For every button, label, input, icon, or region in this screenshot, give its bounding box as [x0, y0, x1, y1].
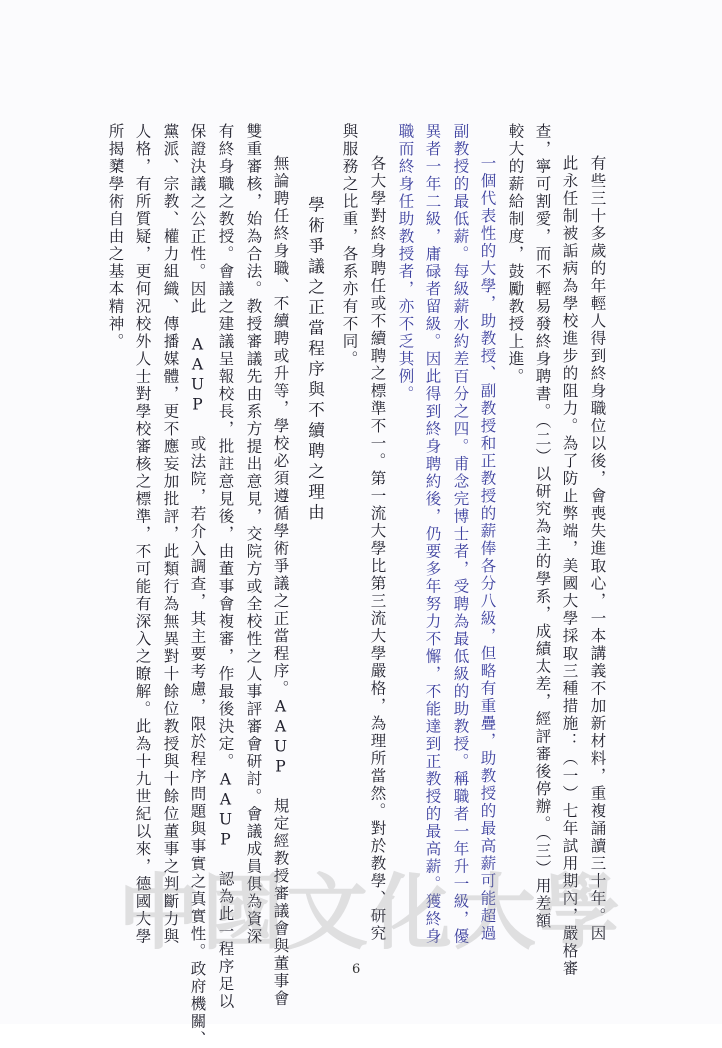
text-column-1: 有些三十多歲的年輕人得到終身職位以後，會喪失進取心，一本講義不加新材料，重複誦讀三十年。因	[588, 155, 607, 943]
text-column-7: 異者一年二級，庸碌者留級。因此得到終身聘約後，仍要多年努力不懈，不能達到正教授的最高薪。獲終身	[423, 123, 442, 946]
text-column-9: 各大學對終身聘任或不續聘之標準不一。第一流大學比第三流大學嚴格，為理所當然。對於教學、研究	[368, 155, 387, 943]
text-column-12: 雙重審核，始為合法。教授審議先由系方提出意見，交院方或全校性之人事評審會研討。會議成員俱為資深	[244, 123, 263, 946]
text-column-16: 人格，有所質疑，更何況校外人士對學校審核之標準，不可能有深入之瞭解。此為十九世紀以來，德國大學	[133, 123, 152, 946]
text-column-3: 查，寧可割愛，而不輕易發終身聘書。（二）以研究為主的學系，成績太差，經評審後停辦。（三）用差額	[533, 123, 552, 930]
text-column-8: 職而終身任助教授者，亦不乏其例。	[396, 123, 415, 403]
text-column-13: 有終身職之教授。會議之建議呈報校長，批註意見後，由董事會複審，作最後決定。AAUP 認為此一程序足以	[216, 123, 235, 1011]
section-heading: 學術爭議之正當程序與不續聘之理由	[305, 196, 325, 524]
text-column-14: 保證決議之公正性。因此 AAUP 或法院，若介入調查，其主要考慮，限於程序問題與事實之真實性。政府機關、	[188, 123, 207, 1048]
watermark: 中國文化大學	[118, 866, 623, 961]
page-number: 6	[352, 962, 361, 977]
text-column-17: 所揭櫫學術自由之基本精神。	[106, 123, 125, 351]
text-column-6: 副教授的最低薪。每級薪水約差百分之四。甫念完博士者，受聘為最低級的助教授。稱職者一年升一級，優	[451, 123, 470, 946]
text-column-15: 黨派、宗教、權力組織、傳播媒體，更不應妄加批評，此類行為無異對十餘位教授與十餘位董事之判斷力與	[161, 123, 180, 946]
text-column-5: 一個代表性的大學，助教授、副教授和正教授的薪俸各分八級，但略有重疊，助教授的最高薪可能超過	[478, 155, 497, 943]
text-column-10: 與服務之比重，各系亦有不同。	[340, 123, 359, 368]
text-column-4: 較大的薪給制度，鼓勵教授上進。	[506, 123, 525, 386]
text-column-2: 此永任制被詬病為學校進步的阻力。為了防止弊端，美國大學採取三種措施：（一）七年試用期內，嚴格審	[560, 155, 579, 978]
text-column-11: 無論聘任終身職、不續聘或升等，學校必須遵循學術爭議之正當程序。AAUP 規定經教授審議會與董事會	[271, 155, 290, 1008]
